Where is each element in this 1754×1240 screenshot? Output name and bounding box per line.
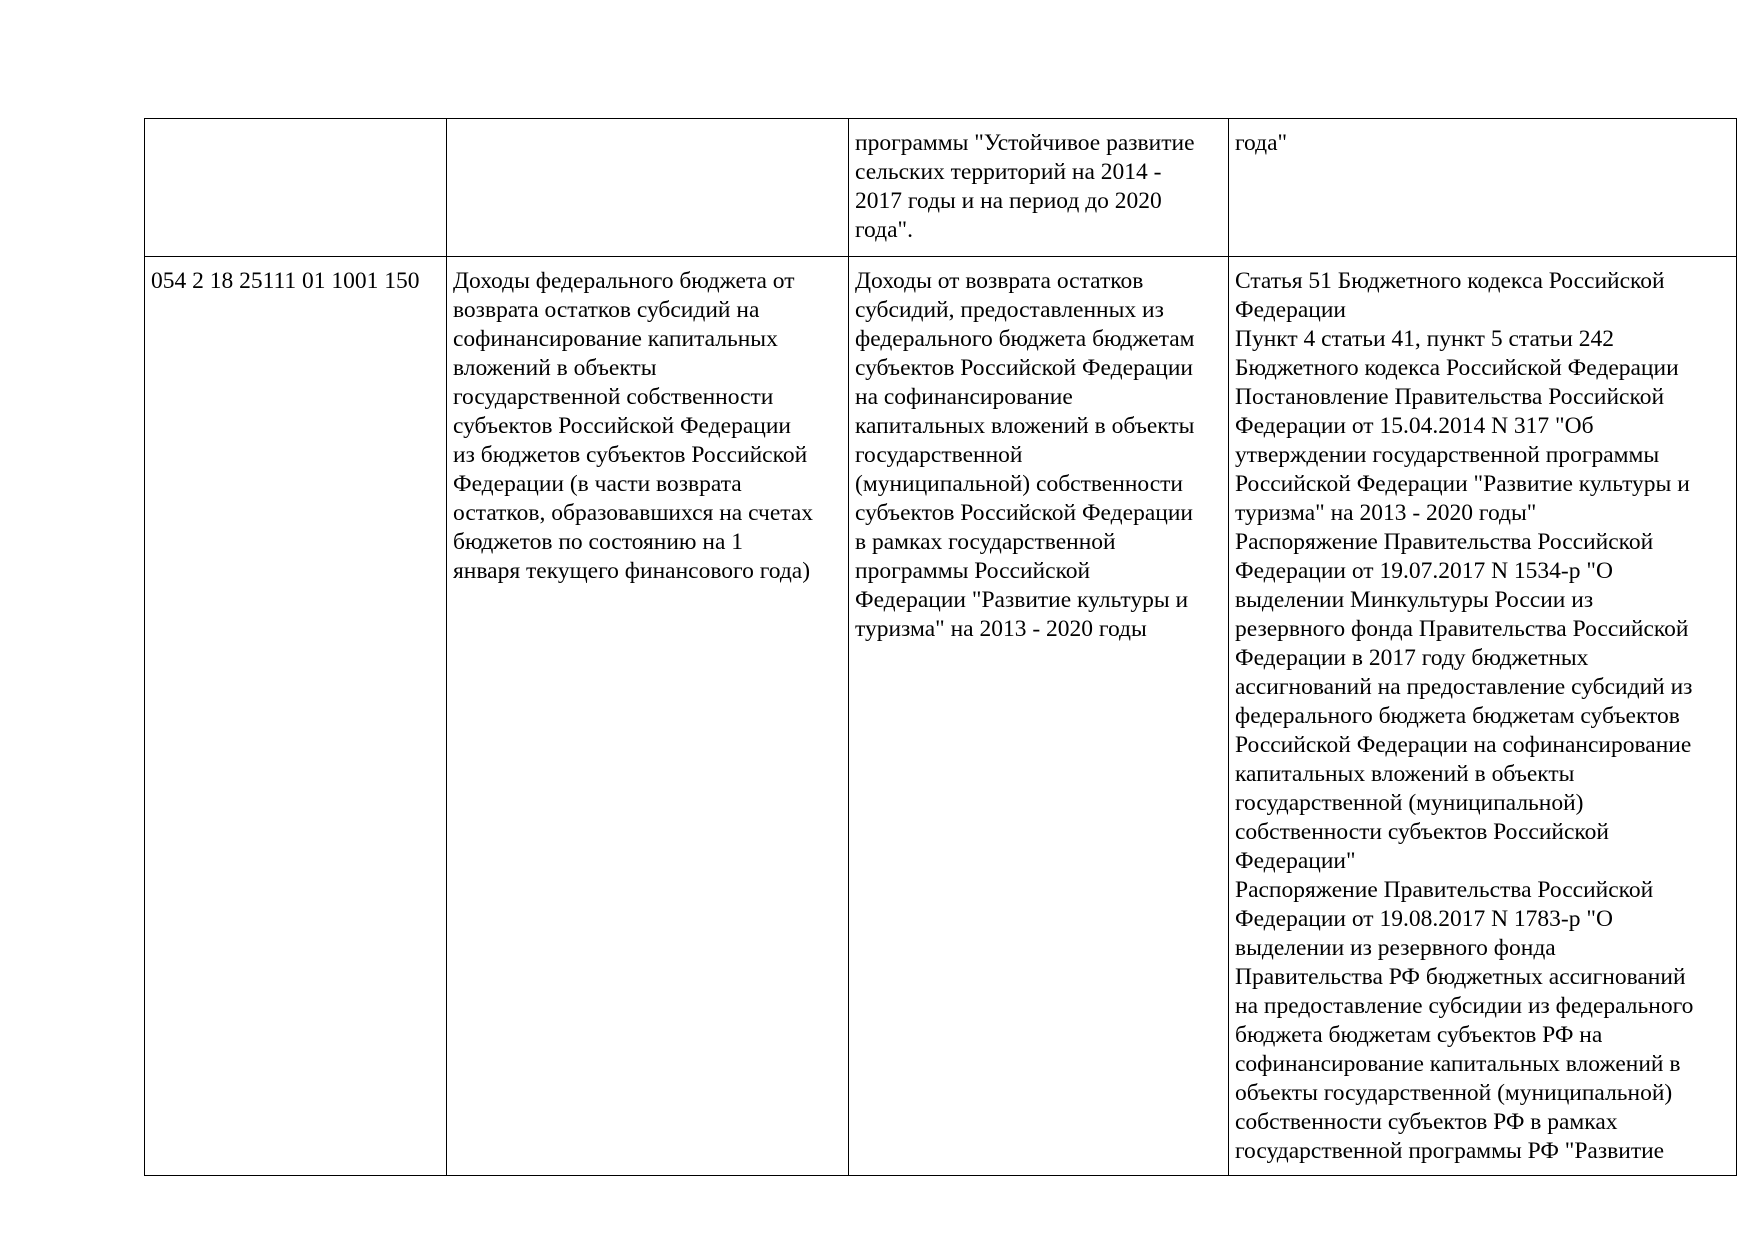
description-cell <box>849 257 1229 1176</box>
code-cell <box>145 119 447 257</box>
text-line: Федерации <box>1235 297 1346 323</box>
text-line: сельских территорий на 2014 - <box>855 159 1162 185</box>
text-line: субъектов Российской Федерации <box>453 413 791 439</box>
text-line: государственной собственности <box>453 384 774 410</box>
text-line: субсидий, предоставленных из <box>855 297 1164 323</box>
text-line: Федерации "Развитие культуры и <box>855 587 1189 613</box>
text-line: Федерации от 19.07.2017 N 1534-р "О <box>1235 558 1613 584</box>
code-cell <box>145 257 447 1176</box>
text-line: софинансирование капитальных <box>453 326 778 352</box>
text-line: в рамках государственной <box>855 529 1116 555</box>
text-line: ассигнований на предоставление субсидий из <box>1235 674 1693 700</box>
text-line: программы "Устойчивое развитие <box>855 130 1195 156</box>
text-line: на софинансирование <box>855 384 1073 410</box>
budget-classification-table <box>144 118 1737 1176</box>
text-line: Федерации от 15.04.2014 N 317 "Об <box>1235 413 1594 439</box>
text-line: федерального бюджета бюджетам субъектов <box>1235 703 1680 729</box>
text-line: Российской Федерации на софинансирование <box>1235 732 1692 758</box>
text-line: федерального бюджета бюджетам <box>855 326 1195 352</box>
name-cell <box>447 257 849 1176</box>
text-line: возврата остатков субсидий на <box>453 297 760 323</box>
text-line: туризма" на 2013 - 2020 годы <box>855 616 1147 642</box>
text-line: Федерации в 2017 году бюджетных <box>1235 645 1589 671</box>
text-line: субъектов Российской Федерации <box>855 500 1193 526</box>
text-line: года". <box>855 217 913 243</box>
text-line: Статья 51 Бюджетного кодекса Российской <box>1235 268 1665 294</box>
text-line: собственности субъектов Российской <box>1235 819 1609 845</box>
text-line: резервного фонда Правительства Российской <box>1235 616 1689 642</box>
legal-basis-cell <box>1229 119 1737 257</box>
text-line: выделении из резервного фонда <box>1235 935 1556 961</box>
text-line: капитальных вложений в объекты <box>855 413 1195 439</box>
text-line: Федерации (в части возврата <box>453 471 742 497</box>
text-line: государственной <box>855 442 1023 468</box>
text-line: Федерации от 19.08.2017 N 1783-р "О <box>1235 906 1613 932</box>
text-line: Правительства РФ бюджетных ассигнований <box>1235 964 1686 990</box>
text-line: Российской Федерации "Развитие культуры и <box>1235 471 1690 497</box>
text-line: бюджетов по состоянию на 1 <box>453 529 743 555</box>
text-line: января текущего финансового года) <box>453 558 811 584</box>
text-line: Постановление Правительства Российской <box>1235 384 1665 410</box>
table-row <box>145 119 1737 257</box>
text-line: капитальных вложений в объекты <box>1235 761 1575 787</box>
text-line: вложений в объекты <box>453 355 657 381</box>
text-line: Доходы федерального бюджета от <box>453 268 795 294</box>
description-cell <box>849 119 1229 257</box>
text-line: софинансирование капитальных вложений в <box>1235 1051 1681 1077</box>
text-line: остатков, образовавшихся на счетах <box>453 500 814 526</box>
text-line: года" <box>1235 130 1288 156</box>
text-line: выделении Минкультуры России из <box>1235 587 1594 613</box>
text-line: Пункт 4 статьи 41, пункт 5 статьи 242 <box>1235 326 1614 352</box>
text-line: Распоряжение Правительства Российской <box>1235 877 1654 903</box>
name-cell <box>447 119 849 257</box>
text-line: субъектов Российской Федерации <box>855 355 1193 381</box>
text-line: Распоряжение Правительства Российской <box>1235 529 1654 555</box>
text-line: собственности субъектов РФ в рамках <box>1235 1109 1618 1135</box>
text-line: из бюджетов субъектов Российской <box>453 442 808 468</box>
text-line: Доходы от возврата остатков <box>855 268 1144 294</box>
text-line: (муниципальной) собственности <box>855 471 1184 497</box>
table-row <box>145 257 1737 1176</box>
legal-basis-cell <box>1229 257 1737 1176</box>
text-line: 2017 годы и на период до 2020 <box>855 188 1162 214</box>
text-line: на предоставление субсидии из федерального <box>1235 993 1694 1019</box>
income-code: 054 2 18 25111 01 1001 150 <box>151 268 420 294</box>
text-line: государственной программы РФ "Развитие <box>1235 1138 1665 1164</box>
text-line: Федерации" <box>1235 848 1356 874</box>
text-line: государственной (муниципальной) <box>1235 790 1584 816</box>
text-line: туризма" на 2013 - 2020 годы" <box>1235 500 1537 526</box>
text-line: Бюджетного кодекса Российской Федерации <box>1235 355 1679 381</box>
text-line: программы Российской <box>855 558 1091 584</box>
text-line: объекты государственной (муниципальной) <box>1235 1080 1673 1106</box>
text-line: бюджета бюджетам субъектов РФ на <box>1235 1022 1603 1048</box>
text-line: утверждении государственной программы <box>1235 442 1660 468</box>
